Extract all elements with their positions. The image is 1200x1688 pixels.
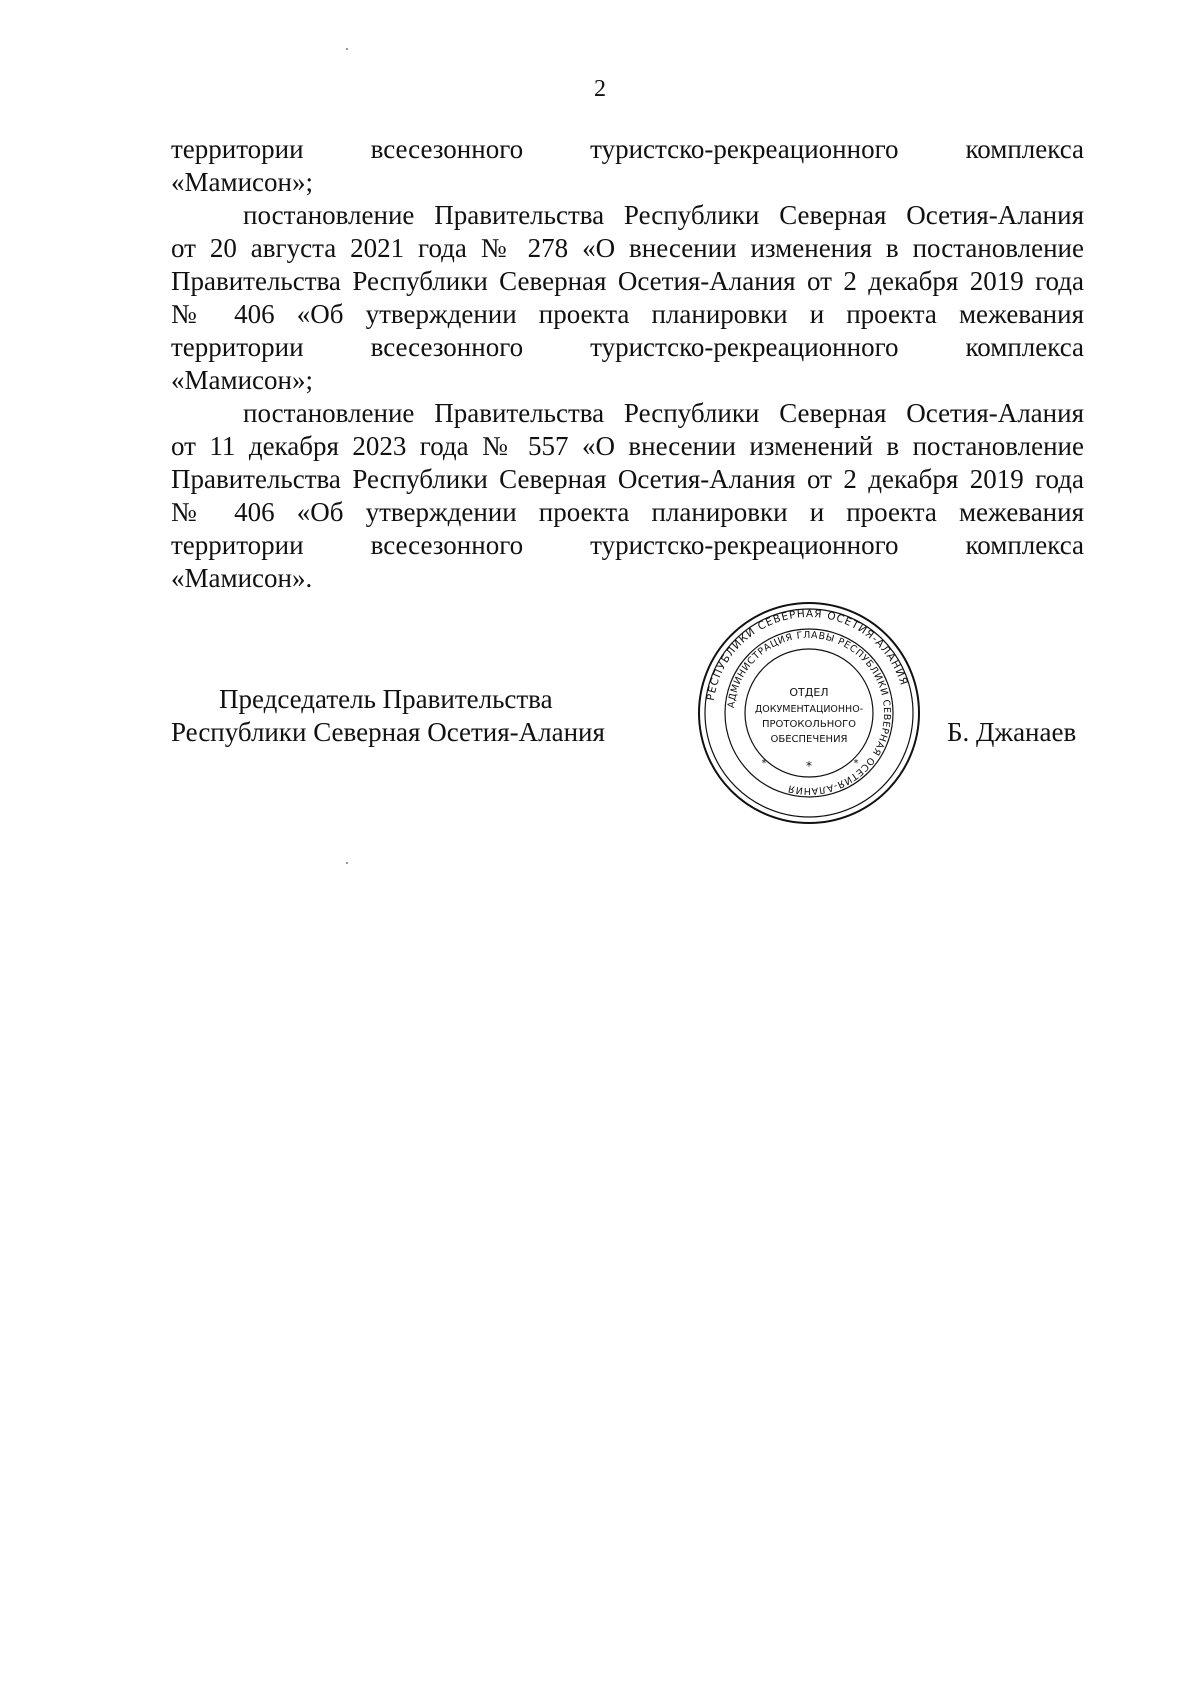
scan-speck (346, 862, 348, 864)
stamp-center-line4: ОБЕСПЕЧЕНИЯ (770, 734, 848, 745)
text-line: от 20 августа 2021 года № 278 «О внесении изменения в постановление (171, 233, 1084, 263)
stamp-middle-text: АДМИНИСТРАЦИЯ ГЛАВЫ РЕСПУБЛИКИ СЕВЕРНАЯ ОСЕТИЯ-АЛАНИЯ (726, 629, 893, 797)
stamp-center-line1: ОТДЕЛ (789, 686, 829, 699)
text-line: Правительства Республики Северная Осетия-Алания от 2 декабря 2019 года (171, 266, 1084, 296)
signer-title-line2: Республики Северная Осетия-Алания (171, 717, 605, 747)
stamp-center-line3: ПРОТОКОЛЬНОГО (761, 719, 857, 730)
text-line: «Мамисон». (171, 563, 313, 593)
signer-name: Б. Джанаев (947, 717, 1077, 747)
stamp-star: * (806, 759, 812, 773)
text-line: «Мамисон»; (171, 167, 313, 197)
official-stamp (696, 600, 922, 826)
document-body (171, 133, 1084, 595)
text-line: № 406 «Об утверждении проекта планировки и проекта межевания (171, 299, 1084, 329)
page-number: 2 (594, 76, 606, 102)
text-line: территории всесезонного туристско-рекреационного комплекса (171, 332, 1084, 362)
text-line: территории всесезонного туристско-рекреационного комплекса (171, 134, 1084, 164)
text-line: № 406 «Об утверждении проекта планировки и проекта межевания (171, 497, 1084, 527)
scan-speck (346, 48, 348, 50)
stamp-star: * (761, 758, 767, 769)
signer-title (171, 683, 605, 749)
text-line: от 11 декабря 2023 года № 557 «О внесении изменений в постановление (171, 431, 1084, 461)
stamp-star: * (853, 758, 859, 769)
text-line: «Мамисон»; (171, 365, 313, 395)
signer-title-line1: Председатель Правительства (219, 684, 553, 714)
text-line: постановление Правительства Республики Северная Осетия-Алания (243, 200, 1084, 230)
text-line: территории всесезонного туристско-рекреационного комплекса (171, 530, 1084, 560)
stamp-outer-text: РЕСПУБЛИКИ СЕВЕРНАЯ ОСЕТИЯ-АЛАНИЯ (704, 607, 910, 702)
text-line: Правительства Республики Северная Осетия-Алания от 2 декабря 2019 года (171, 464, 1084, 494)
text-line: постановление Правительства Республики Северная Осетия-Алания (243, 398, 1084, 428)
stamp-center-line2: ДОКУМЕНТАЦИОННО- (754, 704, 864, 715)
